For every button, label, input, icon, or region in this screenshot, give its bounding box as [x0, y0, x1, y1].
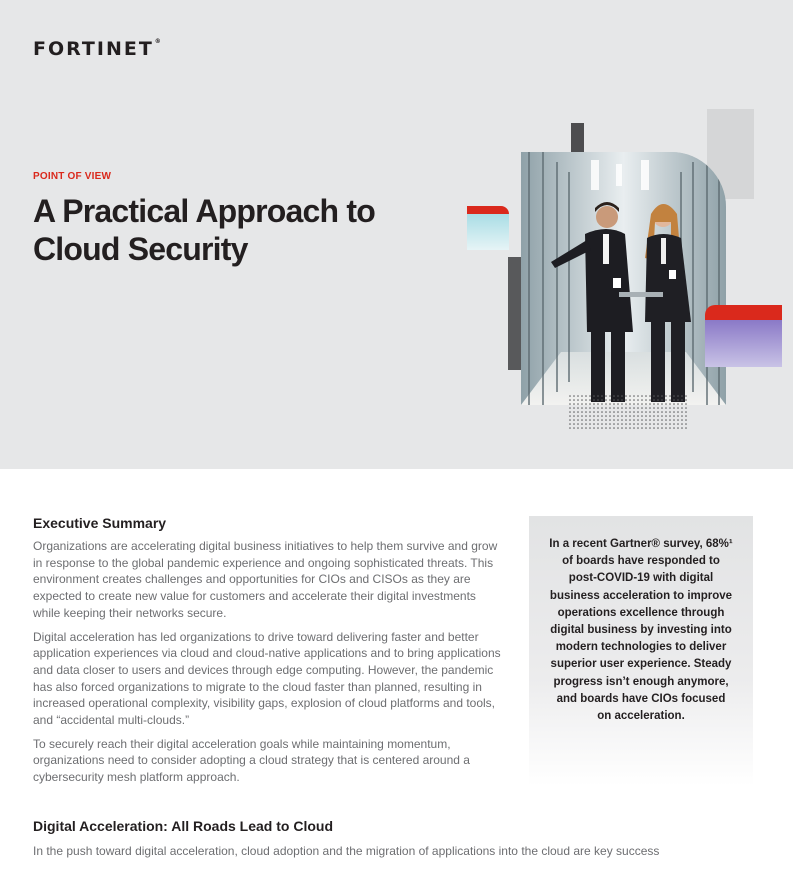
page-title-line-1: A Practical Approach to: [33, 193, 375, 229]
hero-photo: [521, 152, 726, 405]
data-center-people-image: [521, 152, 726, 405]
executive-summary-section: [33, 515, 503, 793]
executive-summary-heading: Executive Summary: [33, 515, 167, 531]
fortinet-logo[interactable]: [33, 38, 163, 60]
summary-paragraph-3: To securely reach their digital acceleration goals while maintaining momentum, organizations need to consider adopting a cloud strategy that is centered around a cybersecurity mesh platform approach.: [33, 736, 470, 785]
deco-red-teal-block: [467, 206, 509, 250]
summary-paragraph-1: Organizations are accelerating digital business initiatives to help them survive and grow in response to the global pandemic experience and ongoing sophisticated threats. This environment creates challenges and opportunities for CIOs and CISOs as they are expected to create new value for customers and accelerate their digital investments while keeping their networks secure.: [33, 539, 498, 620]
kicker-label: POINT OF VIEW: [33, 171, 112, 182]
page-title-line-2: Cloud Security: [33, 231, 248, 267]
logo-text: FORTINET: [33, 38, 154, 60]
digital-acceleration-heading: Digital Acceleration: All Roads Lead to Cloud: [33, 818, 333, 834]
summary-paragraph-2: Digital acceleration has led organizations to drive toward delivering faster and better application experiences via cloud and cloud-native applications and to bring applications and data closer to users and devices through edge computing. However, the pandemic has also forced organizations to migrate to the cloud faster than planned, resulting in increased operational complexity, visibility gaps, explosion of cloud platforms and tools, and “accidental multi-clouds.”: [33, 629, 501, 728]
digital-acceleration-lead: In the push toward digital acceleration, cloud adoption and the migration of applications into the cloud are key success: [33, 844, 660, 858]
deco-dot-grid: [569, 395, 687, 429]
page-title: [33, 192, 375, 268]
deco-red-purple-block: [705, 305, 782, 367]
callout-text: In a recent Gartner® survey, 68%¹ of boards have responded to post-COVID-19 with digital business acceleration to improve operations excellence through digital business by investing into modern technologies to deliver superior user experience. Steady progress isn’t enough anymore, and boards have CIOs focused on acceleration.: [549, 538, 733, 723]
gartner-callout-box: [529, 516, 753, 786]
logo-registered-mark: ®: [154, 38, 163, 45]
